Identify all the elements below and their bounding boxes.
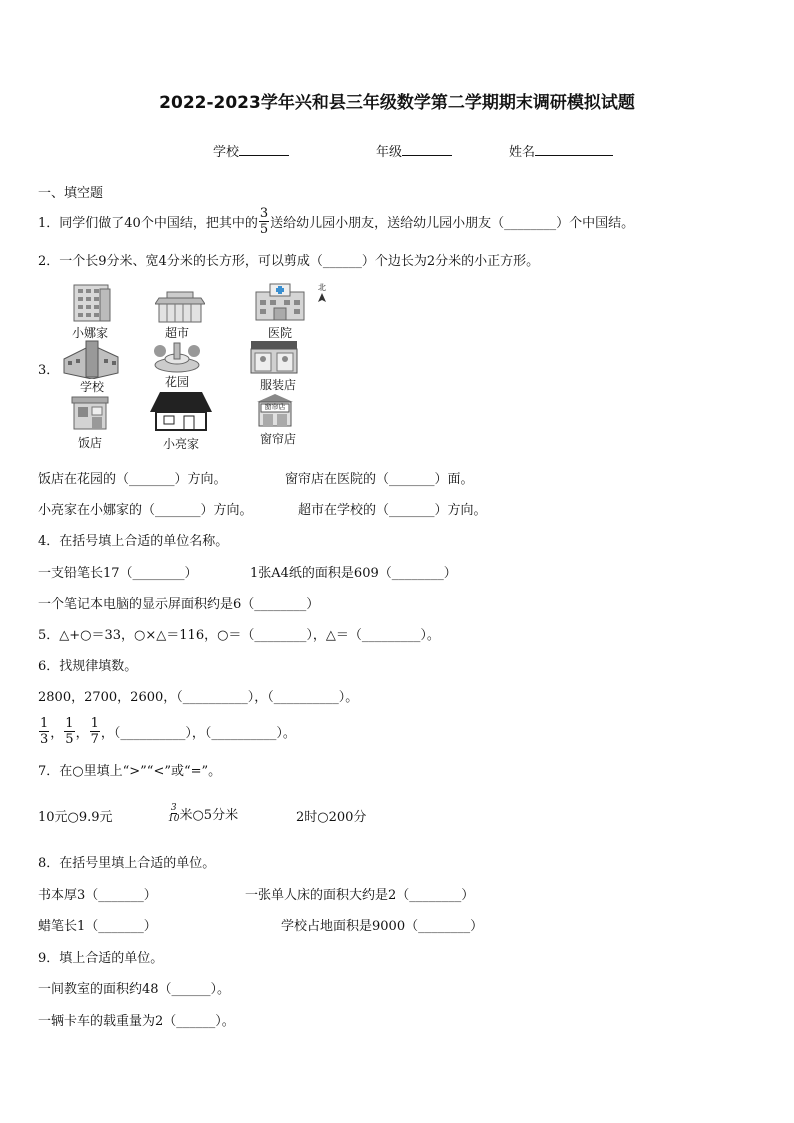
grade-blank[interactable] [402,143,452,156]
q8-c: 蜡笔长1（_______） [38,919,157,934]
q8-a: 书本厚3（_______） [38,888,157,903]
north-label: 北 [318,283,326,292]
q1-text-pre: 1．同学们做了40个中国结，把其中的 [38,215,258,231]
supermarket-icon [155,290,205,324]
q1-frac-num: 3 [259,205,269,221]
q6-frac-1-num: 1 [40,715,49,731]
q6-frac-1-den: 3 [40,731,49,747]
q6-frac-3 [90,716,100,747]
curtain-store-sign: 窗帘店 [264,403,286,411]
label-supermarket: 超市 [165,326,190,340]
q7-stem: 7．在○里填上“>”“<”或“=”。 [38,764,222,779]
q7-b [168,800,238,826]
q6-seq2 [38,712,296,750]
q9-a: 一间教室的面积约48（______）。 [38,982,231,997]
q7-a: 10元○9.9元 [38,810,113,825]
school-icon [62,339,120,379]
q3-line-1b: 窗帘店在医院的（_______）面。 [285,472,474,487]
q6-frac-3-den: 7 [90,731,99,747]
label-school: 学校 [80,380,105,394]
q6-frac-2 [64,716,74,747]
q6-frac-1 [39,716,49,747]
q3-line-1a: 饭店在花园的（_______）方向。 [38,472,227,487]
xiaona-home-icon [70,283,114,323]
page-title: 2022-2023学年兴和县三年级数学第二学期期末调研模拟试题 [159,93,635,113]
q7-c: 2时○200分 [296,810,367,825]
school-blank[interactable] [239,143,289,156]
q7-b-fraction [168,803,179,824]
q6-frac-2-num: 1 [65,715,74,731]
label-xiaona-home: 小娜家 [72,326,109,340]
label-garden: 花园 [165,375,190,389]
name-blank[interactable] [535,143,613,156]
q6-seq2-tail: ，（__________），（__________）。 [100,725,296,741]
q4-a: 一支铅笔长17（________） [38,566,198,581]
q7-b-den: 10 [168,813,180,824]
section-heading: 一、填空题 [38,186,104,201]
label-xiaoliang-home: 小亮家 [163,437,200,451]
q4-stem: 4．在括号填上合适的单位名称。 [38,534,229,549]
q8-b: 一张单人床的面积大约是2（________） [245,888,475,903]
q6-frac-2-den: 5 [65,731,74,747]
q4-c: 一个笔记本电脑的显示屏面积约是6（________） [38,597,320,612]
garden-icon [152,339,202,373]
q6-frac-3-num: 1 [90,715,99,731]
q3-line-2a: 小亮家在小娜家的（_______）方向。 [38,503,253,518]
q6-seq1: 2800，2700，2600，（__________），（__________）。 [38,690,359,705]
school-field [213,141,289,160]
school-label: 学校 [213,145,240,160]
q9-stem: 9．填上合适的单位。 [38,951,164,966]
question-5: 5．△+○＝33，○×△＝116，○＝（________），△＝（_________）。 [38,628,440,643]
restaurant-icon [70,395,110,431]
q4-b: 1张A4纸的面积是609（________） [250,566,457,581]
q6-comma-1: ， [50,725,64,741]
q8-d: 学校占地面积是9000（________） [281,919,484,934]
q8-stem: 8．在括号里填上合适的单位。 [38,856,216,871]
q1-text-post: 送给幼儿园小朋友，送给幼儿园小朋友（________）个中国结。 [270,215,635,231]
curtain-store-icon [255,394,295,428]
name-label: 姓名 [509,145,536,160]
q1-fraction [259,206,269,237]
xiaoliang-home-icon [150,390,212,432]
label-hospital: 医院 [268,326,293,340]
arrow-up-icon [316,293,328,303]
q3-line-2b: 超市在学校的（_______）方向。 [298,503,487,518]
label-clothing-store: 服装店 [260,378,297,392]
name-field [509,141,613,160]
grade-field [376,141,452,160]
label-restaurant: 饭店 [78,436,103,450]
question-1 [38,203,634,239]
q6-stem: 6．找规律填数。 [38,659,138,674]
q6-comma-2: ， [75,725,89,741]
grade-label: 年级 [376,145,403,160]
q3-number: 3． [38,363,60,378]
q7-b-tail: 米○5分米 [179,807,239,823]
label-curtain-store: 窗帘店 [260,432,297,446]
q1-frac-den: 5 [259,221,269,237]
question-2: 2．一个长9分米、宽4分米的长方形，可以剪成（______）个边长为2分米的小正方形。 [38,254,540,269]
q9-b: 一辆卡车的载重量为2（______）。 [38,1014,235,1029]
clothing-store-icon [249,339,299,375]
q7-b-num: 3 [170,802,177,813]
north-arrow [316,282,328,303]
hospital-icon [252,282,308,322]
